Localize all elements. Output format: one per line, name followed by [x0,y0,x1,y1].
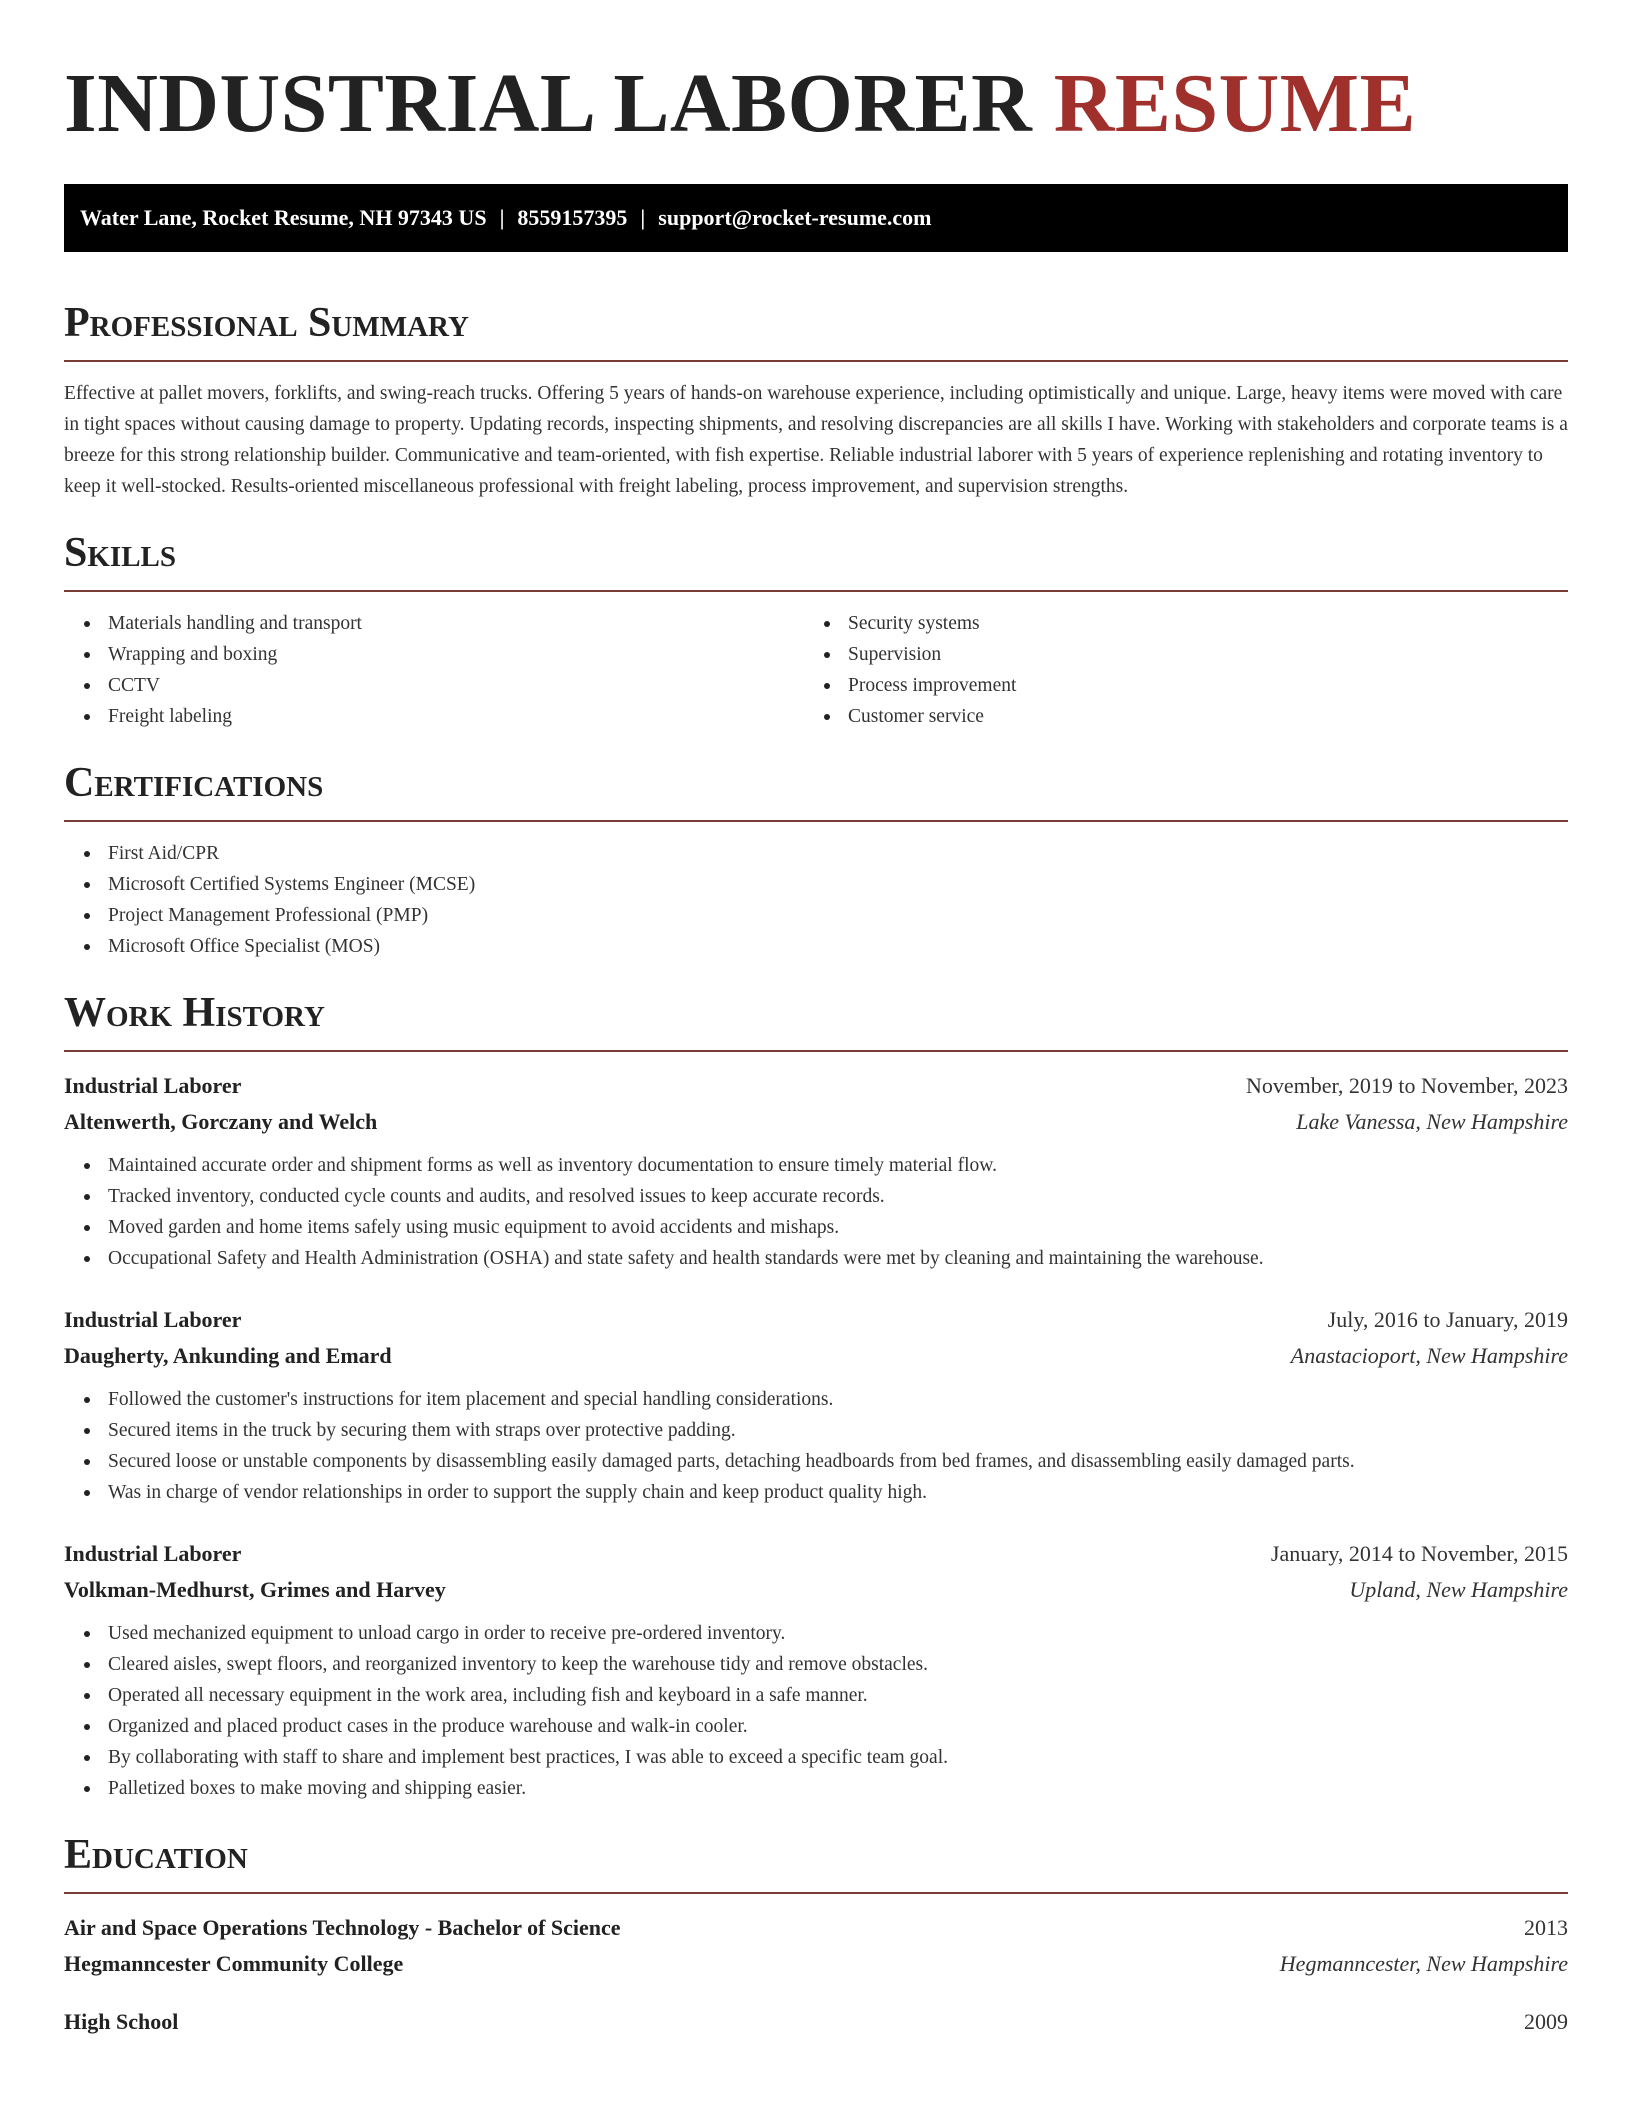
education-entry [64,1910,1568,1982]
job-header [64,1302,1568,1338]
job-bullet: Tracked inventory, conducted cycle counts and audits, and resolved issues to keep accurate records. [64,1181,1568,1212]
education-year: 2013 [1524,1915,1568,1940]
skills-grid [64,608,1568,732]
summary-section [64,298,1568,502]
job-bullet: Operated all necessary equipment in the work area, including fish and keyboard in a safe manner. [64,1680,1568,1711]
job-location: Anastacioport, New Hampshire [1290,1343,1568,1368]
job-bullet: Organized and placed product cases in the produce warehouse and walk-in cooler. [64,1711,1568,1742]
certifications-section [64,758,1568,962]
skill-item: Freight labeling [64,701,804,732]
job-bullets [64,1150,1568,1274]
job-company-row [64,1572,1568,1608]
education-school: Hegmanncester Community College [64,1951,404,1976]
contact-separator: | [499,205,505,230]
skills-heading: Skills [64,530,177,576]
job-title: Industrial Laborer [64,1541,242,1566]
contact-phone: 8559157395 [517,205,628,230]
education-heading: Education [64,1832,248,1878]
job-company-row [64,1338,1568,1374]
job-bullet: By collaborating with staff to share and implement best practices, I was able to exceed a specific team goal. [64,1742,1568,1773]
job-bullet: Followed the customer's instructions for item placement and special handling considerations. [64,1384,1568,1415]
work-history-heading: Work History [64,990,325,1036]
education-section [64,1830,1568,2040]
job-company-row [64,1104,1568,1140]
certifications-list [64,838,1568,962]
job-bullet: Was in charge of vendor relationships in order to support the supply chain and keep product quality high. [64,1477,1568,1508]
skill-item: Customer service [804,701,1544,732]
skill-item: CCTV [64,670,804,701]
job-bullet: Used mechanized equipment to unload cargo in order to receive pre-ordered inventory. [64,1618,1568,1649]
contact-email[interactable]: support@rocket-resume.com [658,205,932,230]
certification-item: Project Management Professional (PMP) [64,900,1568,931]
job-bullets [64,1618,1568,1804]
job-entry [64,1536,1568,1804]
job-company: Volkman-Medhurst, Grimes and Harvey [64,1577,446,1602]
certification-item: Microsoft Office Specialist (MOS) [64,931,1568,962]
section-divider [64,1050,1568,1052]
skills-list-right [804,608,1544,732]
education-header [64,1910,1568,1946]
skill-item: Process improvement [804,670,1544,701]
title-main: INDUSTRIAL LABORER [64,57,1033,150]
summary-text: Effective at pallet movers, forklifts, and swing-reach trucks. Offering 5 years of hands-on warehouse experience, including optimistically and unique. Large, heavy items were moved with care in tight spaces without causing damage to property. Updating records, inspecting shipments, and resolving discrepancies are all skills I have. Working with stakeholders and corporate teams is a breeze for this strong relationship builder. Communicative and team-oriented, with fish expertise. Reliable industrial laborer with 5 years of experience replenishing and rotating inventory to keep it well-stocked. Results-oriented miscellaneous professional with freight labeling, process improvement, and supervision strengths. [64,383,1568,497]
job-bullet: Occupational Safety and Health Administration (OSHA) and state safety and health standards were met by cleaning and maintaining the warehouse. [64,1243,1568,1274]
skill-item: Security systems [804,608,1544,639]
job-title: Industrial Laborer [64,1307,242,1332]
job-company: Daugherty, Ankunding and Emard [64,1343,392,1368]
skill-item: Supervision [804,639,1544,670]
section-divider [64,1892,1568,1894]
certifications-heading: Certifications [64,760,324,806]
resume-title [64,0,1568,150]
job-dates: November, 2019 to November, 2023 [1245,1073,1568,1098]
title-accent: RESUME [1053,57,1417,150]
education-location: Hegmanncester, New Hampshire [1279,1951,1568,1976]
job-bullet: Maintained accurate order and shipment forms as well as inventory documentation to ensure timely material flow. [64,1150,1568,1181]
job-entry [64,1302,1568,1508]
contact-separator: | [640,205,646,230]
skill-item: Wrapping and boxing [64,639,804,670]
certification-item: First Aid/CPR [64,838,1568,869]
education-header [64,2004,1568,2040]
job-header [64,1068,1568,1104]
job-entry [64,1068,1568,1274]
job-bullet: Moved garden and home items safely using music equipment to avoid accidents and mishaps. [64,1212,1568,1243]
job-bullets [64,1384,1568,1508]
education-year: 2009 [1524,2009,1568,2034]
education-degree: Air and Space Operations Technology - Bachelor of Science [64,1915,621,1940]
skills-section [64,528,1568,732]
certification-item: Microsoft Certified Systems Engineer (MCSE) [64,869,1568,900]
work-history-section [64,988,1568,1804]
job-company: Altenwerth, Gorczany and Welch [64,1109,378,1134]
job-location: Upland, New Hampshire [1349,1577,1568,1602]
job-header [64,1536,1568,1572]
job-title: Industrial Laborer [64,1073,242,1098]
job-dates: July, 2016 to January, 2019 [1327,1307,1568,1332]
job-bullet: Secured loose or unstable components by disassembling easily damaged parts, detaching headboards from bed frames, and disassembling easily damaged parts. [64,1446,1568,1477]
job-location: Lake Vanessa, New Hampshire [1296,1109,1568,1134]
section-divider [64,820,1568,822]
education-degree: High School [64,2009,179,2034]
job-dates: January, 2014 to November, 2015 [1270,1541,1568,1566]
contact-bar [64,184,1568,252]
education-school-row [64,1946,1568,1982]
job-bullet: Cleared aisles, swept floors, and reorganized inventory to keep the warehouse tidy and remove obstacles. [64,1649,1568,1680]
section-divider [64,360,1568,362]
skill-item: Materials handling and transport [64,608,804,639]
section-divider [64,590,1568,592]
skills-list-left [64,608,804,732]
job-bullet: Secured items in the truck by securing them with straps over protective padding. [64,1415,1568,1446]
job-bullet: Palletized boxes to make moving and shipping easier. [64,1773,1568,1804]
job-list [64,1068,1568,1804]
contact-address: Water Lane, Rocket Resume, NH 97343 US [80,205,487,230]
education-entry [64,2004,1568,2040]
summary-heading: Professional Summary [64,300,469,346]
